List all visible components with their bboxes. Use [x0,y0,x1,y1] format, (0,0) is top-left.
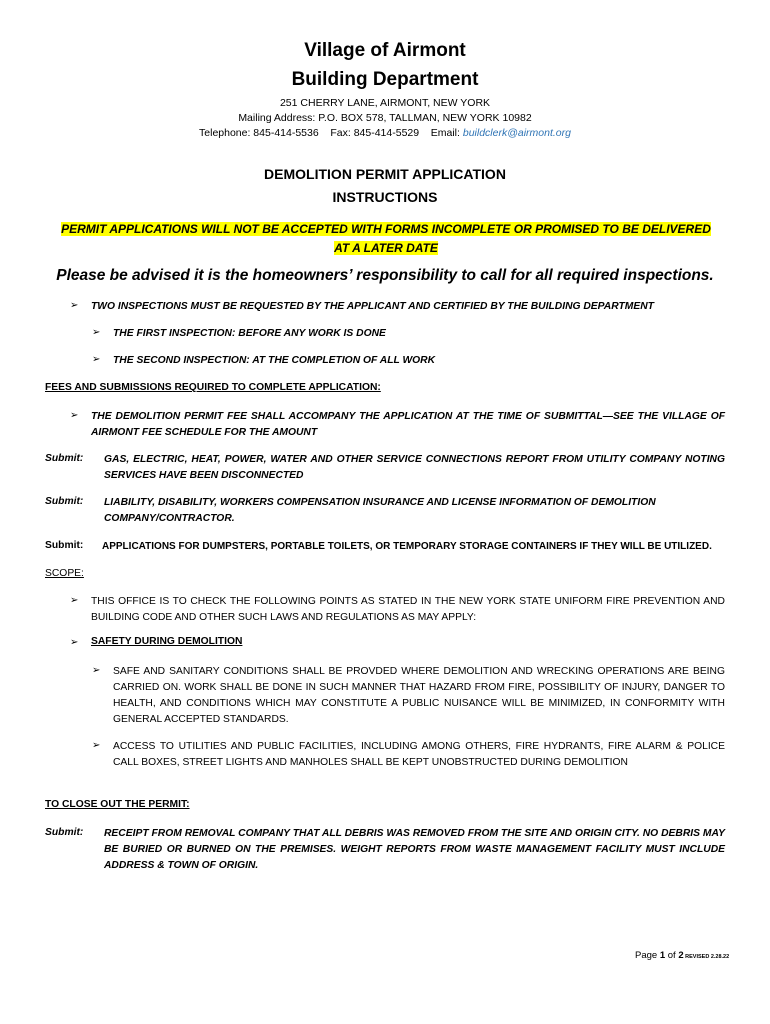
second-inspection: THE SECOND INSPECTION: AT THE COMPLETION OF ALL WORK [113,355,436,366]
submit-label: Submit: [45,540,84,551]
arrow-bullet-icon: ➢ [70,637,79,648]
scope-heading: SCOPE: [45,568,84,579]
contact-line [0,127,770,139]
arrow-bullet-icon: ➢ [70,300,79,311]
first-inspection: THE FIRST INSPECTION: BEFORE ANY WORK IS DONE [113,328,386,339]
phone-fax: Telephone: 845-414-5536 Fax: 845-414-5529 Email: [199,127,463,139]
inspection-requirement: TWO INSPECTIONS MUST BE REQUESTED BY THE APPLICANT AND CERTIFIED BY THE BUILDING DEPARTMENT [91,301,654,312]
safety-heading: SAFETY DURING DEMOLITION [91,636,243,647]
village-title: Village of Airmont [304,40,466,61]
arrow-bullet-icon: ➢ [92,665,101,676]
page-label: Page [635,950,660,961]
submit-label: Submit: [45,496,84,507]
submit-label: Submit: [45,827,84,838]
arrow-bullet-icon: ➢ [92,354,101,365]
warning-notice [46,220,726,258]
submit-containers: APPLICATIONS FOR DUMPSTERS, PORTABLE TOILETS, OR TEMPORARY STORAGE CONTAINERS IF THEY WILL BE UTILIZED. [102,541,712,552]
utilities-access: ACCESS TO UTILITIES AND PUBLIC FACILITIES, INCLUDING AMONG OTHERS, FIRE HYDRANTS, FIRE ALARM & POLICE CALL BOXES, STREET LIGHTS AND MANHOLES SHALL BE KEPT UNOBSTRUCTED DURING DEMOLITION [113,741,725,768]
submit-insurance: LIABILITY, DISABILITY, WORKERS COMPENSATION INSURANCE AND LICENSE INFORMATION OF DEMOLITION COMPANY/CONTRACTOR. [104,497,656,524]
email-link[interactable]: buildclerk@airmont.org [462,127,571,139]
street-address: 251 CHERRY LANE, AIRMONT, NEW YORK [279,97,491,109]
form-title: DEMOLITION PERMIT APPLICATION [264,166,506,182]
arrow-bullet-icon: ➢ [70,595,79,606]
page-total: 2 [678,950,684,961]
fees-heading: FEES AND SUBMISSIONS REQUIRED TO COMPLETE APPLICATION: [45,382,381,393]
arrow-bullet-icon: ➢ [70,410,79,421]
page-footer [635,950,729,961]
close-out-heading: TO CLOSE OUT THE PERMIT: [45,799,190,810]
submit-label: Submit: [45,453,84,464]
submit-utility-report: GAS, ELECTRIC, HEAT, POWER, WATER AND OTHER SERVICE CONNECTIONS REPORT FROM UTILITY COMPANY NOTING SERVICES HAVE BEEN DISCONNECTED [104,454,725,481]
mailing-address: Mailing Address: P.O. BOX 578, TALLMAN, NEW YORK 10982 [238,112,532,124]
arrow-bullet-icon: ➢ [92,327,101,338]
scope-description: THIS OFFICE IS TO CHECK THE FOLLOWING POINTS AS STATED IN THE NEW YORK STATE UNIFORM FIRE PREVENTION AND BUILDING CODE AND OTHER SUCH LAWS AND REGULATIONS AS MAY APPLY: [91,596,725,623]
revised-date: REVISED 2.28.22 [683,954,730,960]
fee-requirement: THE DEMOLITION PERMIT FEE SHALL ACCOMPANY THE APPLICATION AT THE TIME OF SUBMITTAL—SEE THE VILLAGE OF AIRMONT FEE SCHEDULE FOR THE AMOUNT [91,411,725,438]
warning-line-1: PERMIT APPLICATIONS WILL NOT BE ACCEPTED WITH FORMS INCOMPLETE OR PROMISED TO BE DELIVERED [61,222,711,236]
arrow-bullet-icon: ➢ [92,740,101,751]
page-number: 1 [659,950,666,961]
debris-receipt: RECEIPT FROM REMOVAL COMPANY THAT ALL DEBRIS WAS REMOVED FROM THE SITE AND ORIGIN CITY. NO DEBRIS MAY BE BURIED OR BURNED ON THE PREMISES. WEIGHT REPORTS FROM WASTE MANAGEMENT FACILITY MUST INCLUDE ADDRESS & TOWN OF ORIGIN. [104,828,725,871]
of-label: of [665,950,679,961]
form-subtitle: INSTRUCTIONS [332,189,438,205]
warning-line-2: AT A LATER DATE [334,241,438,255]
department-title: Building Department [291,69,479,90]
homeowner-advisory: Please be advised it is the homeowners’ responsibility to call for all required inspections. [56,267,714,284]
safety-conditions: SAFE AND SANITARY CONDITIONS SHALL BE PROVDED WHERE DEMOLITION AND WRECKING OPERATIONS ARE BEING CARRIED ON. WORK SHALL BE DONE IN SUCH MANNER THAT HAZARD FROM FIRE, POSSIBILITY OF INJURY, DANGER TO HEALTH, AND CONDITIONS WHICH MAY CONSTITUTE A PUBLIC NUISANCE WILL BE MINIMIZED, IN CONFORMITY WITH GENERAL ACCEPTED STANDARDS. [113,666,725,725]
